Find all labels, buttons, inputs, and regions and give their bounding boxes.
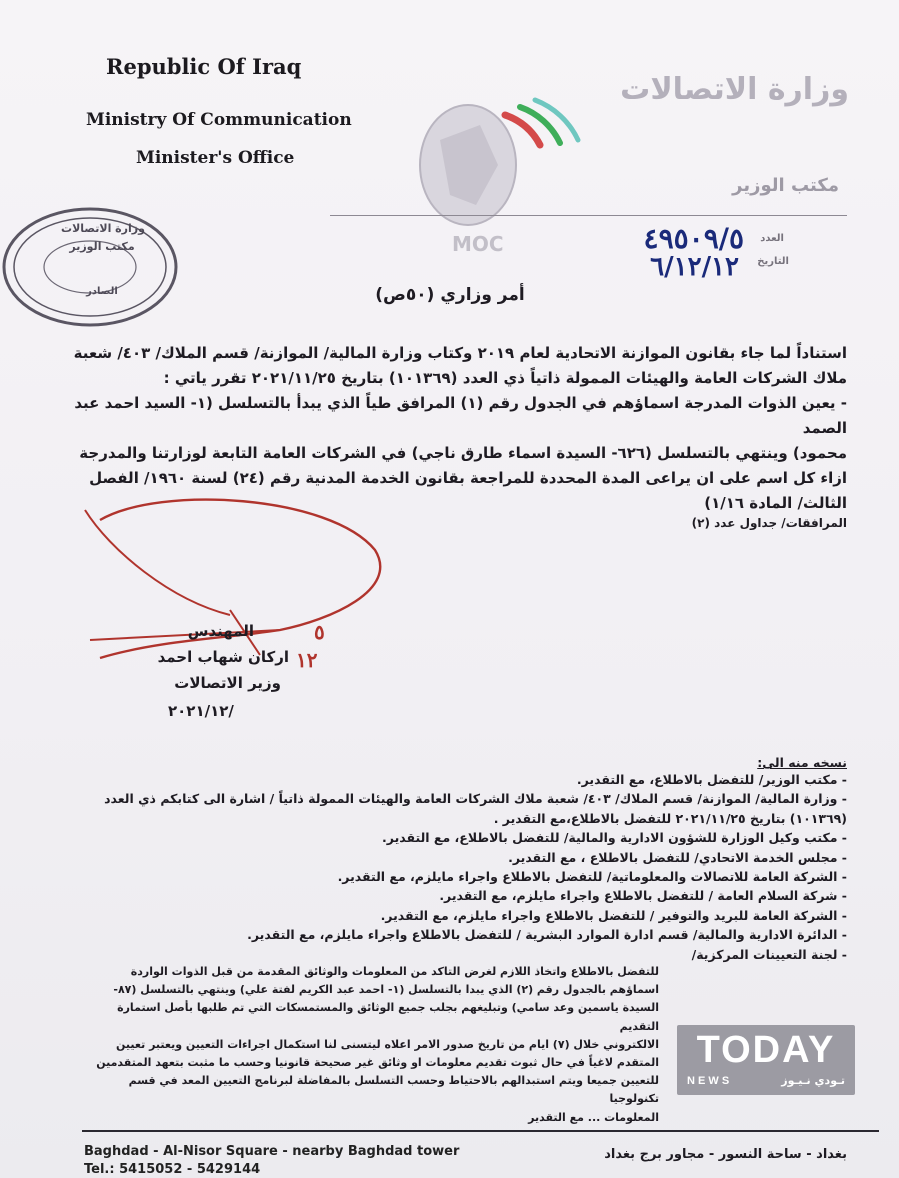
note-line: المتقدم لاغياً في حال ثبوت تقديم معلومات او وثائق غير صحيحة قانونيا وحسب ما مثبت بتعهد المتقدمين <box>96 1056 659 1070</box>
logo-label: MOC <box>452 232 504 256</box>
list-item: - مكتب وكيل الوزارة للشؤون الادارية والمالية/ للتفضل بالاطلاع، مع التقدير. <box>382 830 847 846</box>
signature-date: ٢٠٢١/١٢/ <box>168 702 234 720</box>
copies-list <box>57 770 847 964</box>
ministry-logo <box>380 55 590 265</box>
reference-number: ٤٩٥٠٩/٥ <box>643 222 744 255</box>
letterhead-office: Minister's Office <box>136 148 295 168</box>
stamp-line-outgoing: الصادر <box>86 286 118 297</box>
note-line: المعلومات ... مع التقدير <box>528 1110 659 1124</box>
letterhead-ministry: Ministry Of Communication <box>86 110 352 130</box>
list-item: - مجلس الخدمة الاتحادي/ للتفضل بالاطلاع ، مع التقدير. <box>508 849 847 865</box>
note-line: الالكتروني خلال (٧) ايام من تاريخ صدور الامر اعلاه ليتسنى لنا استكمال اجراءات التعيين ويعتبر تعيين <box>116 1037 659 1051</box>
list-item: - الشركة العامة للاتصالات والمعلوماتية/ للتفضل بالاطلاع واجراء مايلزم، مع التقدير. <box>337 869 847 885</box>
reference-label-date: التاريخ <box>757 256 789 267</box>
body-line: استناداً لما جاء بقانون الموازنة الاتحادية لعام ٢٠١٩ وكتاب وزارة المالية/ الموازنة/ قسم الملاك/ ٤٠٣/ شعبة <box>73 344 847 362</box>
list-item: - الدائرة الادارية والمالية/ قسم ادارة الموارد البشرية / للتفضل بالاطلاع واجراء مايلزم، مع التقدير. <box>247 927 847 943</box>
footer-address-en: Baghdad - Al-Nisor Square - nearby Baghdad tower <box>84 1144 460 1159</box>
footer-address-ar: بغداد - ساحة النسور - مجاور برج بغداد <box>604 1147 847 1162</box>
order-title: أمر وزاري (٥٠ص) <box>375 285 525 305</box>
note-line: للتفضل بالاطلاع واتخاذ اللازم لغرض التاكد من المعلومات والوثائق المقدمة من قبل الذوات الواردة <box>130 965 659 978</box>
watermark-sub: N E W S <box>687 1075 730 1087</box>
list-item: - الشركة العامة للبريد والتوفير / للتفضل بالاطلاع واجراء مايلزم، مع التقدير. <box>380 907 847 923</box>
signature-name: اركان شهاب احمد <box>157 648 289 666</box>
signature-position: وزير الاتصالات <box>174 674 281 692</box>
note-line: للتعيين جميعا ويتم استبدالهم بالاحتياط وحسب التسلسل بالمفاضلة لبرنامج التعيين المعد في قسم تكنولوجيا <box>128 1074 659 1106</box>
letterhead-ar-office: مكتب الوزير <box>732 175 839 196</box>
note-line: السيدة ياسمين وعد سامي) وتبليغهم بجلب جميع الوثائق والمستمسكات التي تم طلبها بأصل استمارة التقديم <box>117 1001 659 1033</box>
stamp-line-office: مكتب الوزير <box>69 240 135 253</box>
office-stamp <box>0 195 190 345</box>
letterhead-rule <box>330 215 847 216</box>
signature-handwritten-mark: ٥ <box>314 620 325 644</box>
watermark-sub-ar: تـودي نـيـوز <box>781 1074 845 1087</box>
body-line: - يعين الذوات المدرجة اسماؤهم في الجدول رقم (١) المرافق طياً الذي يبدأ بالتسلسل (١- السيد احمد عبد الصمد <box>74 394 847 437</box>
body-line: ازاء كل اسم على ان يراعى المدة المحددة للمراجعة بقانون الخدمة المدنية رقم (٢٤) لسنة ١٩٦٠/ الفصل <box>89 469 847 487</box>
list-item: - شركة السلام العامة / للتفضل بالاطلاع واجراء مايلزم، مع التقدير. <box>439 888 847 904</box>
stamp-line-ministry: وزارة الاتصالات <box>61 222 145 235</box>
signature-title: المهندس <box>187 622 254 640</box>
signature-handwritten-day: ١٢ <box>296 648 318 672</box>
list-item: - وزارة المالية/ الموازنة/ قسم الملاك/ ٤٠٣/ شعبة ملاك الشركات العامة والهيئات الممولة ذاتياً / اشارة الى كتابكم ذي العدد <box>104 791 847 807</box>
reference-date: ٦/١٢/١٢ <box>650 252 739 282</box>
body-line: محمود) وينتهي بالتسلسل (٦٢٦- السيدة اسماء طارق ناجي) في الشركات العامة التابعة لوزارتنا والمدرجة <box>79 444 847 462</box>
footer-divider <box>82 1130 879 1132</box>
reference-label-no: العدد <box>760 233 784 244</box>
body-line: ملاك الشركات العامة والهيئات الممولة ذاتياً ذي العدد (١٠١٣٦٩) بتاريخ ٢٠٢١/١١/٢٥ تقرر ياتي : <box>163 369 847 387</box>
body-line: الثالث/ المادة ١/١٦) <box>704 494 847 512</box>
list-item: - لجنة التعيينات المركزية/ <box>691 946 847 962</box>
attachments-line: المرافقات/ جداول عدد (٢) <box>691 516 847 530</box>
list-item: - مكتب الوزير/ للتفضل بالاطلاع، مع التقدير. <box>576 772 847 787</box>
watermark-brand: TODAY <box>696 1029 836 1071</box>
copies-heading: نسخه منه الى: <box>757 755 847 770</box>
letterhead-ar-ministry: وزارة الاتصالات <box>620 72 849 107</box>
list-item: (١٠١٣٦٩) بتاريخ ٢٠٢١/١١/٢٥ للتفضل بالاطلاع،مع التقدير . <box>493 810 847 826</box>
note-line: اسماؤهم بالجدول رقم (٢) الذي يبدا بالتسلسل (١- احمد عبد الكريم لفتة علي) وينتهي بالتسلسل (٨٧- <box>113 983 659 997</box>
committee-note <box>84 963 659 1127</box>
today-news-watermark <box>677 1025 855 1095</box>
footer-tel: Tel.: 5415052 - 5429144 <box>84 1162 261 1177</box>
letterhead-country: Republic Of Iraq <box>106 54 302 79</box>
